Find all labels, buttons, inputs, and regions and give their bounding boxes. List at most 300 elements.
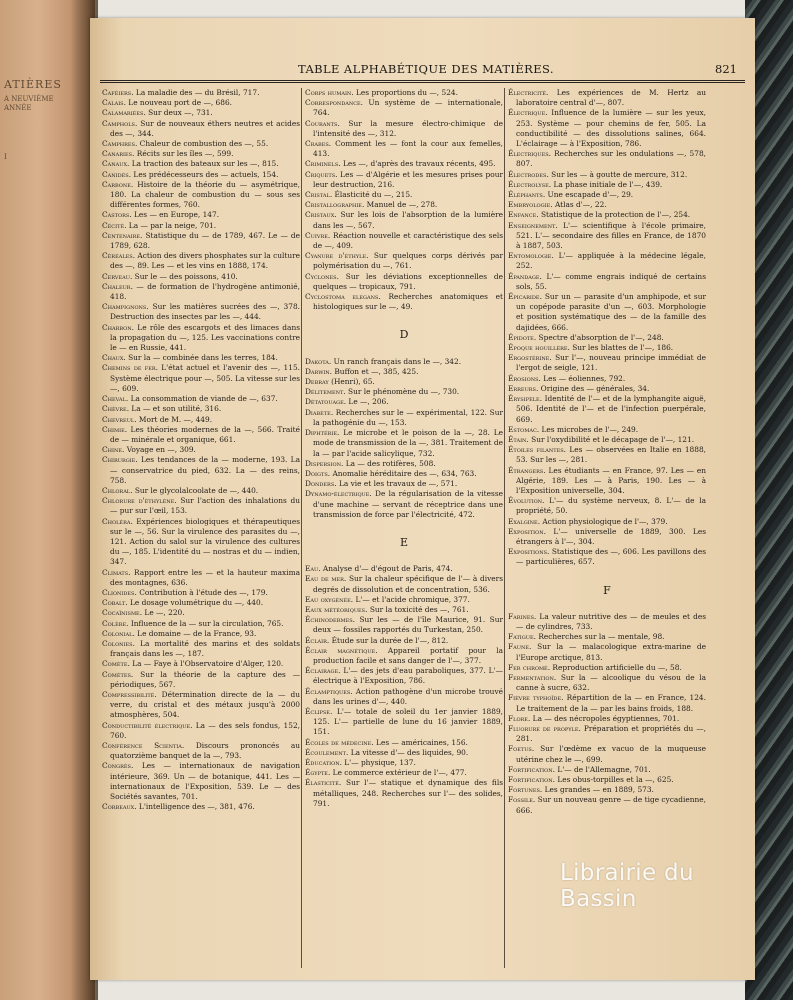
index-entry (508, 673, 706, 693)
index-text: Sur le — des poissons, 410. (132, 271, 238, 281)
index-text: Sur un nouveau genre — de tige cycadienne, 666. (516, 795, 706, 815)
index-entry (305, 687, 503, 707)
index-entry (508, 210, 706, 220)
index-entry (102, 210, 300, 220)
index-text: La — des nécropoles égyptiennes, 701. (530, 713, 680, 723)
index-entry (508, 445, 706, 465)
index-text: Action physiologique de l'—, 379. (540, 516, 668, 526)
index-entry (102, 170, 300, 180)
index-entry (305, 98, 503, 118)
index-text: Chaleur de combustion des —, 55. (137, 139, 269, 149)
index-keyword: Éclamptiques. (305, 686, 353, 696)
index-text: Anomalie héréditaire des —, 634, 763. (330, 468, 477, 478)
index-text: Action des divers phosphates sur la culture des —, 89. Les — et les vins en 1888, 174. (110, 251, 300, 271)
index-text: Statistique des —, 606. Les pavillons des — particulières, 657. (516, 547, 706, 567)
index-entry (305, 646, 503, 666)
index-text: Les tendances de la — moderne, 193. La — conservatrice du pied, 632. La — des reins, 758. (110, 455, 300, 485)
index-entry (102, 251, 300, 271)
header-rule-double (100, 82, 745, 83)
index-text: Buffon et —, 385, 425. (332, 366, 419, 376)
index-entry (508, 170, 706, 180)
index-text: Statistique de la protection de l'—, 254. (538, 210, 691, 220)
index-keyword: Éléphants. (508, 190, 546, 200)
index-entry (305, 615, 503, 635)
index-text: Recherches sur les ondulations —, 578, 807. (516, 149, 706, 169)
index-text: Le dosage volumétrique du —, 440. (127, 598, 264, 608)
index-text: Sur l'action des inhalations du — pur sur l'œil, 153. (110, 496, 300, 516)
index-keyword: Épidote. (508, 332, 537, 342)
index-text: Influence de la lumière — sur les yeux, 253. Système — pour chemins de fer, 505. La conductibilité — des dissolutions salines, 664. L'éclairage — à l'Exposition, 786. (516, 108, 706, 149)
index-entry (305, 738, 503, 748)
index-entry (305, 408, 503, 428)
index-keyword: Canidés. (102, 169, 132, 179)
index-keyword: Étain. (508, 434, 529, 444)
index-text: Le rôle des escargots et des limaces dans la propagation du —, 125. Les vaccinations contre le — en Russie, 441. (110, 322, 300, 353)
index-keyword: Cristal. (305, 190, 333, 200)
index-text: Un système de — internationale, 764. (313, 98, 503, 118)
index-entry (102, 629, 300, 639)
index-entry (508, 547, 706, 567)
index-entry (508, 190, 706, 200)
index-entry (102, 323, 300, 354)
index-keyword: Champignons. (102, 302, 149, 312)
index-entry (102, 108, 300, 118)
index-text: Les — américaines, 156. (373, 737, 468, 747)
index-entry (508, 775, 706, 785)
index-page (90, 18, 755, 980)
index-column-3 (508, 88, 706, 816)
index-entry (508, 765, 706, 775)
index-text: La valeur nutritive des — de meules et des — de cylindres, 733. (516, 611, 706, 631)
index-keyword: Canaries. (102, 149, 135, 159)
index-entry (508, 517, 706, 527)
index-keyword: Céréales. (102, 251, 136, 261)
index-keyword: Calais. (102, 98, 126, 108)
index-entry (102, 221, 300, 231)
index-keyword: Colonial. (102, 628, 135, 638)
index-text: L'— appliquée à la médecine légale, 252. (516, 251, 706, 271)
index-text: Détermination directe de la — du verre, du cristal et des métaux jusqu'à 2000 atmosphères, 504. (110, 689, 300, 720)
index-text: Sur quelques corps dérivés par polymérisation du —, 761. (313, 251, 503, 271)
index-entry (508, 724, 706, 744)
left-page-section-letter: I (4, 153, 7, 161)
left-page-fragment (4, 80, 64, 162)
index-keyword: Électrolyse. (508, 179, 552, 189)
index-keyword: Criquets. (305, 169, 338, 179)
index-entry (305, 636, 503, 646)
header-rule (100, 80, 745, 81)
index-entry (508, 744, 706, 764)
index-entry (508, 343, 706, 353)
index-text: Recherches sur le — expérimental, 122. Sur la pathogénie du —, 153. (313, 407, 503, 427)
index-keyword: Chaux. (102, 353, 126, 363)
index-keyword: Évolution. (508, 496, 545, 506)
index-keyword: Charbon. (102, 322, 134, 332)
index-entry (102, 588, 300, 598)
index-text: Une escapade d'—, 29. (545, 190, 634, 200)
index-text: Statistique du — de 1789, 467. Le — de 1789, 628. (110, 230, 300, 251)
index-text: Sur la — alcoolique du vésou de la canne à sucre, 632. (516, 672, 706, 693)
index-text: Sur la mesure électro-chimique de l'intensité des —, 312. (313, 118, 503, 138)
index-keyword: Éducation. (305, 757, 342, 767)
index-keyword: Électriques. (508, 149, 552, 159)
index-text: Les — internationaux de navigation intérieure, 369. Un — de botanique, 441. Les — internationaux de l'Exposition, 539. Le — des Sociétés savantes, 701. (110, 761, 300, 802)
index-entry (102, 721, 300, 741)
index-entry (305, 292, 503, 312)
index-keyword: Fossile. (508, 795, 536, 805)
index-entry (305, 272, 503, 292)
index-entry (102, 363, 300, 394)
index-entry (305, 748, 503, 758)
index-entry (508, 221, 706, 252)
index-entry (305, 88, 503, 98)
index-text: Les — en Europe, 147. (131, 210, 220, 220)
index-text: La mortalité des marins et des soldats français dans les —, 187. (110, 638, 300, 659)
index-keyword: Camphres. (102, 139, 138, 149)
index-text: Voyage en —, 309. (124, 445, 196, 455)
index-keyword: Cocaïnisme. (102, 608, 143, 618)
index-text: Sur le phénomène du —, 730. (345, 387, 460, 397)
index-text: (Henri), 65. (328, 377, 375, 387)
index-entry (305, 469, 503, 479)
index-text: L'— du système nerveux, 8. L'— de la propriété, 50. (516, 496, 706, 516)
index-entry (305, 200, 503, 210)
index-text: Sur le glycolalcoolate de —, 440. (132, 485, 259, 495)
index-keyword: Fortunes. (508, 785, 543, 795)
index-entry (102, 598, 300, 608)
page-title: TABLE ALPHABÉTIQUE DES MATIÈRES. (298, 62, 554, 76)
index-keyword: Chirurgie. (102, 455, 138, 465)
index-entry (508, 496, 706, 516)
index-entry (305, 459, 503, 469)
index-keyword: Chine. (102, 445, 125, 455)
index-keyword: Conductibilité électrique. (102, 720, 193, 730)
index-entry (102, 568, 300, 588)
index-keyword: Élasticité. (305, 778, 342, 788)
index-keyword: Érosions. (508, 373, 541, 383)
index-text: L'— et l'acide chromique, 377. (353, 594, 470, 604)
index-entry (102, 88, 300, 98)
index-keyword: Électrique. (508, 108, 548, 118)
index-keyword: Chlorure d'éthylène. (102, 496, 177, 506)
index-text: Histoire de la théorie du — asymétrique, 180. La chaleur de combustion du — sous ses différentes formes, 760. (110, 179, 300, 210)
index-text: Les prédécesseurs des — actuels, 154. (131, 169, 279, 179)
index-keyword: Enseignement. (508, 220, 558, 230)
index-text: Sur les — de l'île Maurice, 91. Sur deux — fossiles rapportés du Turkestan, 250. (313, 615, 503, 635)
index-keyword: Courants. (305, 118, 340, 128)
index-text: Sur un — parasite d'un amphipode, et sur un copépode parasite d'un —, 603. Morphologie et position systématique des — de la famille des dajidées, 666. (516, 292, 706, 332)
index-keyword: Électrodes. (508, 169, 549, 179)
page-number: 821 (715, 62, 737, 76)
index-text: Le —, 220. (142, 608, 185, 618)
index-text: Sur l'œdème ex vacuo de la muqueuse utérine chez le —, 699. (516, 744, 706, 764)
index-text: La vitesse d'— des liquides, 90. (348, 747, 469, 757)
index-text: La maladie des — du Brésil, 717. (133, 88, 260, 97)
index-entry (102, 496, 300, 516)
index-text: Recherches sur la — mentale, 98. (535, 632, 665, 642)
index-entry (102, 302, 300, 322)
index-keyword: Flore. (508, 713, 531, 723)
index-entry (102, 231, 300, 251)
index-keyword: Cyclostoma elegans. (305, 292, 381, 302)
index-entry (305, 758, 503, 768)
index-keyword: Chevreul. (102, 414, 137, 424)
index-text: Les théories modernes de la —, 566. Traité de — minérale et organique, 661. (110, 424, 300, 444)
index-text: Sur les déviations exceptionnelles de quelques — tropicaux, 791. (313, 271, 503, 291)
index-keyword: Cécité. (102, 220, 127, 230)
index-entry (305, 357, 503, 367)
index-text: Manuel de —, 278. (364, 200, 438, 210)
index-keyword: Épandage. (508, 271, 542, 281)
index-entry (508, 200, 706, 210)
index-entry (102, 670, 300, 690)
index-keyword: Éclairage. (305, 666, 341, 676)
index-text: Les proportions du —, 524. (353, 88, 458, 97)
index-keyword: Caféiers. (102, 88, 134, 97)
index-entry (305, 564, 503, 574)
index-keyword: Éclair. (305, 635, 330, 645)
index-text: Préparation et propriétés du —, 281. (516, 723, 706, 744)
index-entry (102, 445, 300, 455)
index-entry (305, 210, 503, 230)
index-text: De la régularisation de la vitesse d'une machine — servant de réceptrice dans une transmission de force par l'électricité, 472. (313, 489, 503, 519)
index-entry (305, 595, 503, 605)
index-text: La consommation de viande de —, 637. (128, 394, 278, 404)
index-text: Mort de M. —, 449. (136, 414, 213, 424)
index-entry (102, 404, 300, 414)
index-entry (508, 333, 706, 343)
index-keyword: Conférence Scientia. (102, 741, 185, 750)
index-keyword: Entomologie. (508, 251, 554, 261)
index-entry (508, 632, 706, 642)
index-entry (305, 574, 503, 594)
index-entry (102, 761, 300, 802)
index-keyword: Enfance. (508, 210, 539, 220)
section-letter: F (603, 583, 611, 597)
index-entry (102, 659, 300, 669)
index-entry (102, 159, 300, 169)
index-keyword: Fortification. (508, 764, 555, 774)
index-entry (305, 367, 503, 377)
index-keyword: Embryologie. (508, 200, 553, 210)
index-text: La — par la neige, 701. (126, 220, 217, 230)
index-keyword: Fluorure de propyle. (508, 723, 581, 733)
index-entry (102, 802, 300, 812)
index-keyword: Étrangers. (508, 465, 546, 475)
index-keyword: Dakota. (305, 356, 332, 366)
index-keyword: Fièvre typhoïde. (508, 693, 564, 703)
index-entry (102, 517, 300, 568)
index-text: L'état actuel et l'avenir des —, 115. Système électrique pour —, 505. La vitesse sur les —, 609. (110, 363, 301, 393)
index-keyword: Compressibilité. (102, 689, 157, 699)
index-keyword: Cyclones. (305, 271, 339, 281)
index-keyword: Dynamo-électrique. (305, 489, 372, 499)
index-entry (305, 479, 503, 489)
column-divider (301, 88, 302, 968)
index-keyword: Darwin. (305, 366, 333, 376)
index-entry (102, 149, 300, 159)
index-text: Influence de la — sur la circulation, 765. (128, 618, 284, 628)
index-text: Sur les matières sucrées des —, 378. Destruction des insectes par les —, 444. (110, 302, 300, 322)
index-keyword: Comète. (102, 659, 130, 669)
index-text: Le domaine — de la France, 93. (134, 628, 257, 638)
index-text: Répartition de la — en France, 124. Le traitement de la — par les bains froids, 188. (516, 693, 706, 713)
index-entry (305, 377, 503, 387)
index-text: Récits sur les îles —, 599. (134, 149, 234, 159)
index-text: Le —, 206. (346, 397, 389, 407)
index-keyword: Doigts. (305, 468, 331, 478)
index-text: Identité de l'— et de la lymphangite aiguë, 506. Identité de l'— et de l'infection puerpérale, 669. (516, 394, 706, 424)
index-keyword: Faune. (508, 642, 532, 652)
index-entry (508, 612, 706, 632)
index-text: Analyse d'— d'égout de Paris, 474. (320, 564, 453, 574)
index-text: L'— des jets d'eau paraboliques, 377. L'— électrique à l'Exposition, 786. (313, 666, 503, 686)
index-keyword: Cuivre. (305, 230, 331, 240)
index-text: Réaction nouvelle et caractéristique des sels de —, 409. (313, 230, 503, 251)
index-text: Les — éoliennes, 792. (540, 373, 626, 383)
index-text: Les — observées en Italie en 1888, 53. Sur les —, 281. (516, 445, 707, 465)
index-keyword: Eaux météoriques. (305, 604, 368, 614)
index-keyword: Écoles de médecine. (305, 737, 374, 747)
index-text: La traction des bateaux sur les —, 815. (129, 159, 279, 169)
index-text: Expériences biologiques et thérapeutiques sur le —, 56. Sur la virulence des parasites du —, 121. Action du salol sur la virulence des cultures du —, 185. L'identité du — nostras et du — indien, 347. (110, 516, 300, 567)
index-entry (508, 642, 706, 662)
index-text: Reproduction artificielle du —, 58. (550, 662, 682, 672)
index-text: Sur les blattes de l'—, 186. (569, 343, 674, 353)
index-keyword: Chloral. (102, 485, 133, 495)
index-keyword: Chaleur. (102, 281, 133, 291)
index-text: La — des rotifères, 508. (343, 458, 436, 468)
index-keyword: Climats. (102, 567, 131, 577)
index-text: L'— totale de soleil du 1er janvier 1889, 125. L'— partielle de lune du 16 janvier 1889, 151. (313, 706, 503, 737)
index-keyword: Érysipèle. (508, 394, 543, 404)
page-header (100, 62, 745, 80)
index-text: Élasticité du —, 215. (332, 190, 413, 200)
index-text: Sur l'oxydibilité et le décapage de l'—, 121. (528, 434, 695, 444)
index-keyword: Debray (305, 377, 329, 387)
index-keyword: Chimie. (102, 424, 128, 434)
index-entry (508, 663, 706, 673)
index-text: Les microbes de l'—, 249. (539, 424, 639, 434)
index-text: Sur les lois de l'absorption de la lumière dans les —, 567. (313, 210, 503, 230)
index-keyword: Cristallographie. (305, 200, 365, 210)
index-keyword: Castors. (102, 210, 132, 220)
index-entry (102, 690, 300, 721)
index-entry (508, 527, 706, 547)
index-text: Contribution à l'étude des —, 179. (136, 587, 268, 597)
index-keyword: Comètes. (102, 669, 134, 679)
index-keyword: Fer chromé. (508, 662, 551, 672)
index-keyword: Criminels. (305, 159, 341, 169)
index-column-2 (305, 88, 503, 809)
index-entry (508, 251, 706, 271)
index-text: L'— comme engrais indiqué de certains sols, 55. (516, 271, 706, 291)
index-entry (102, 98, 300, 108)
index-entry (102, 119, 300, 139)
index-text: Sur la — combinée dans les terres, 184. (125, 353, 278, 363)
index-keyword: Corbeaux. (102, 802, 137, 812)
index-entry (305, 231, 503, 251)
index-keyword: Diabète. (305, 407, 334, 417)
index-keyword: Centenaire. (102, 230, 143, 240)
index-entry (508, 149, 706, 169)
index-text: La vie et les travaux de —, 571. (336, 479, 458, 489)
index-entry (102, 353, 300, 363)
index-keyword: Corps humain. (305, 88, 354, 97)
index-keyword: Carbone. (102, 179, 134, 189)
index-keyword: Expositions. (508, 547, 550, 557)
index-keyword: Cobalt. (102, 598, 128, 608)
index-text: L'— de l'Allemagne, 701. (554, 764, 651, 774)
index-entry (508, 785, 706, 795)
index-keyword: Clionides. (102, 587, 137, 597)
index-keyword: Eau oxygénée. (305, 594, 354, 604)
index-entry (508, 795, 706, 815)
index-keyword: Diphtérie. (305, 428, 340, 438)
left-page-subtitle: A NEUVIÈME ANNÉE (4, 95, 54, 112)
index-text: Sur l'— statique et dynamique des fils métalliques, 248. Recherches sur l'— des solides, 791. (313, 778, 503, 808)
index-entry (305, 159, 503, 169)
index-entry (102, 486, 300, 496)
index-keyword: Éclipse. (305, 706, 333, 716)
index-keyword: Échinodermes. (305, 615, 355, 625)
index-keyword: Éclair magnétique. (305, 645, 378, 655)
index-text: Les grandes — en 1889, 573. (542, 785, 654, 795)
index-text: Les —, d'après des travaux récents, 495. (340, 159, 496, 169)
index-text: Comment les — font la cour aux femelles, 413. (313, 139, 503, 159)
index-text: L'— scientifique à l'école primaire, 521. L'— secondaire des filles en France, de 1870 à 1887, 503. (516, 220, 706, 251)
index-keyword: Estomac. (508, 424, 540, 434)
index-keyword: Fatigue. (508, 632, 536, 642)
index-text: Appareil portatif pour la production facile et sans danger de l'—, 377. (313, 645, 503, 665)
index-entry (102, 139, 300, 149)
index-text: Discours prononcés au quatorzième banquet de la —, 793. (110, 741, 300, 761)
index-keyword: Chèvre. (102, 404, 130, 414)
index-entry (508, 292, 706, 333)
index-text: Action pathogène d'un microbe trouvé dans les urines d'—, 440. (313, 686, 503, 706)
index-keyword: Farines. (508, 611, 537, 621)
index-text: Sur la toxicité des —, 761. (367, 604, 469, 614)
index-keyword: Colonies. (102, 638, 135, 648)
index-column-1 (102, 88, 300, 812)
index-entry (305, 119, 503, 139)
index-keyword: Détatouage. (305, 397, 347, 407)
index-keyword: Eau. (305, 564, 321, 574)
index-keyword: Époque houillère. (508, 343, 570, 353)
index-entry (508, 693, 706, 713)
index-entry (508, 384, 706, 394)
index-keyword: Choléra. (102, 516, 133, 526)
index-keyword: Fortification. (508, 775, 555, 784)
index-entry (305, 428, 503, 459)
index-text: Le microbe et le poison de la —, 28. Le mode de transmission de la —, 381. Traitement de la — par l'acide salicylique, 732. (313, 428, 503, 458)
index-entry (102, 425, 300, 445)
index-text: La — et son utilité, 316. (129, 404, 222, 414)
index-entry (102, 272, 300, 282)
index-entry (102, 619, 300, 629)
index-text: Les — d'Algérie et les mesures prises pour leur destruction, 216. (313, 169, 503, 189)
index-keyword: Écoulement. (305, 747, 349, 757)
index-text: Les expériences de M. Hertz au laboratoire central d'—, 807. (516, 88, 706, 108)
index-entry (508, 425, 706, 435)
column-divider (504, 88, 505, 968)
index-keyword: Erreurs. (508, 383, 539, 393)
index-entry (508, 88, 706, 108)
index-keyword: Foetus. (508, 744, 535, 754)
index-text: La — des sels fondus, 152, 760. (110, 720, 300, 740)
index-keyword: Ergostérine. (508, 353, 552, 363)
index-text: Sur l'—, nouveau principe immédiat de l'ergot de seigle, 121. (516, 353, 706, 373)
